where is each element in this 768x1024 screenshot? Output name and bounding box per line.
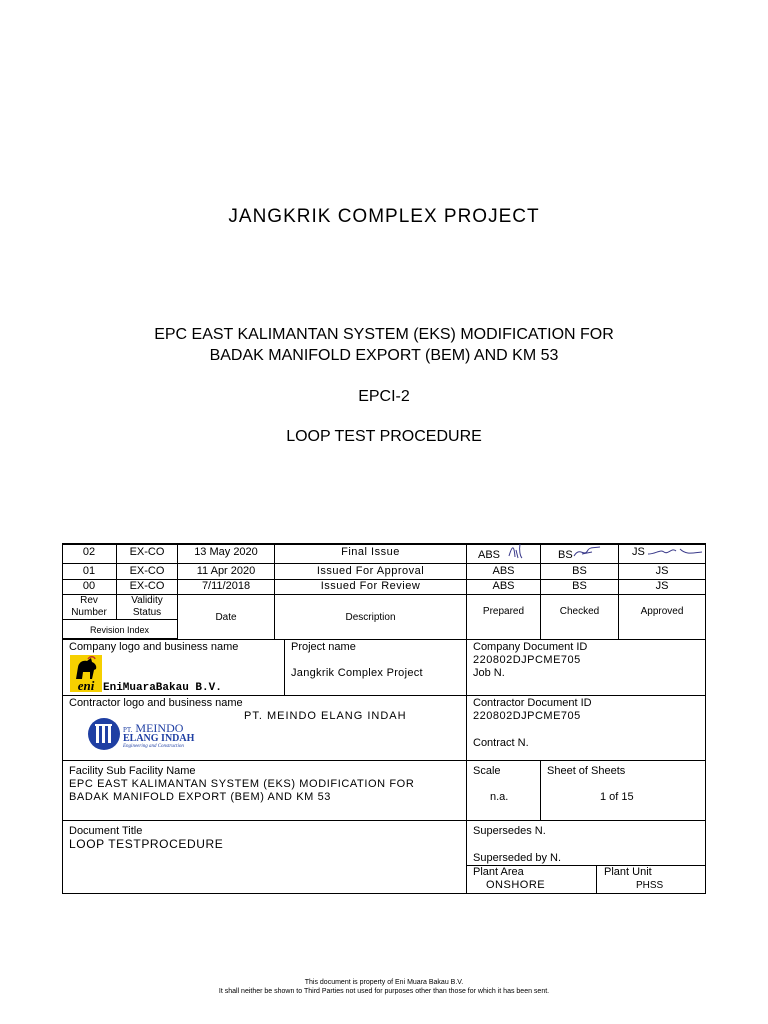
rev-description: Issued For Approval [316,565,425,577]
contractor-doc-id: 220802DJPCME705 [473,710,581,722]
header-number: Number [71,607,107,618]
header-checked: Checked [559,606,600,617]
header-prepared: Prepared [482,606,525,617]
contractor-doc-label: Contractor Document ID [473,697,592,709]
header-status: Status [132,607,162,618]
company-doc-id: 220802DJPCME705 [473,654,581,666]
header-rev: Rev [80,595,98,606]
rev-date: 11 Apr 2020 [196,565,256,577]
rev-checked: BS [572,580,587,592]
rev-checked: BS [558,549,573,561]
info-table [62,639,706,894]
eni-logo-text: eni [77,678,95,693]
rev-approved: JS [655,580,669,592]
superseded-by-label: Superseded by N. [473,852,562,864]
facility-line-2: BADAK MANIFOLD EXPORT (BEM) AND KM 53 [69,791,332,803]
rev-description: Final Issue [341,546,400,558]
company-label: Company logo and business name [69,641,239,653]
rev-status: EX-CO [129,580,165,592]
scale-label: Scale [473,765,501,777]
rev-number: 02 [82,546,96,558]
contractor-label: Contractor logo and business name [69,697,243,709]
header-approved: Approved [640,606,684,617]
subtitle-epci: EPCI-2 [358,388,410,405]
plant-unit-label: Plant Unit [604,866,652,878]
plant-unit-value: PHSS [636,880,664,891]
rev-date: 7/11/2018 [201,580,251,592]
scale-value: n.a. [490,791,509,803]
rev-status: EX-CO [129,546,165,558]
facility-line-1: EPC EAST KALIMANTAN SYSTEM (EKS) MODIFICATION FOR [69,778,415,790]
meindo-logo [87,713,217,755]
signature-checked [572,544,602,562]
facility-label: Facility Sub Facility Name [69,765,196,777]
meindo-logo-line1: MEINDO [135,721,184,735]
plant-area-label: Plant Area [473,866,524,878]
sheets-label: Sheet of Sheets [547,765,626,777]
rev-number: 01 [82,565,96,577]
header-date: Date [215,612,237,623]
footer-line-1: This document is property of Eni Muara Bakau B.V. [304,979,464,986]
rev-prepared: ABS [492,565,515,577]
rev-description: Issued For Review [320,580,421,592]
meindo-logo-pt: PT. [123,726,133,734]
header-description: Description [345,612,396,623]
project-title: JANGKRIK COMPLEX PROJECT [228,206,540,227]
eni-logo [70,655,102,692]
meindo-emblem-icon [87,717,121,751]
company-name: EniMuaraBakau B.V. [103,682,222,694]
plant-area-value: ONSHORE [486,879,546,891]
meindo-logo-tagline: Engineering and Construction [123,744,184,749]
rev-prepared: ABS [478,549,501,561]
rev-number: 00 [82,580,96,592]
subtitle-line-2: BADAK MANIFOLD EXPORT (BEM) AND KM 53 [209,347,559,364]
document-heading: LOOP TEST PROCEDURE [286,428,482,445]
rev-approved: JS [632,546,645,558]
contract-number-label: Contract N. [473,737,529,749]
contractor-name: PT. MEINDO ELANG INDAH [244,710,407,722]
signature-approved [646,543,704,559]
footer-line-2: It shall neither be shown to Third Parties not used for purposes other than those for which it has been sent. [218,988,550,995]
rev-date: 13 May 2020 [194,546,258,558]
rev-status: EX-CO [129,565,165,577]
meindo-logo-line2: ELANG INDAH [123,733,195,744]
header-validity: Validity [131,595,163,606]
rev-approved: JS [655,565,669,577]
project-name: Jangkrik Complex Project [291,667,423,679]
supersedes-label: Supersedes N. [473,825,546,837]
project-label: Project name [291,641,356,653]
revision-table [62,543,706,639]
rev-prepared: ABS [492,580,515,592]
subtitle-line-1: EPC EAST KALIMANTAN SYSTEM (EKS) MODIFICATION FOR [154,326,614,343]
job-number-label: Job N. [473,667,505,679]
signature-prepared [506,542,526,562]
revision-index-label: Revision Index [89,625,150,635]
doc-title-label: Document Title [69,825,143,837]
rev-checked: BS [572,565,587,577]
doc-title-value: LOOP TESTPROCEDURE [69,837,224,851]
sheets-value: 1 of 15 [600,791,634,803]
company-doc-label: Company Document ID [473,641,588,653]
